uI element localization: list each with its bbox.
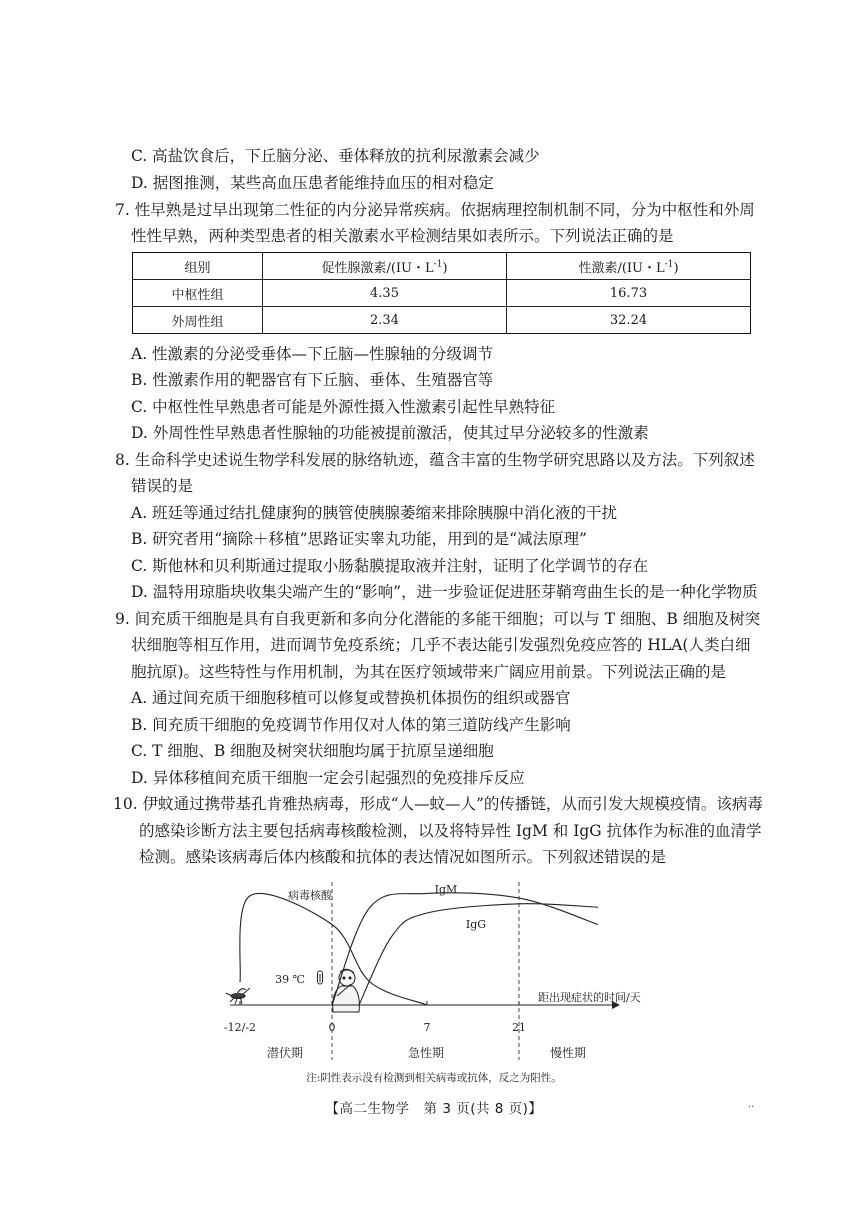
- table-cell: 32.24: [507, 307, 751, 334]
- q8-option-a: A. 班廷等通过结扎健康狗的胰管使胰腺萎缩来排除胰腺中消化液的干扰: [131, 504, 618, 522]
- q9-option-a: A. 通过间充质干细胞移植可以修复或替换机体损伤的组织或器官: [131, 689, 571, 707]
- q6-option-d: D. 据图推测，某些高血压患者能维持血压的相对稳定: [131, 174, 494, 192]
- x-tick-label: 0: [328, 1021, 336, 1034]
- table-cell: 4.35: [263, 280, 507, 307]
- table-cell: 外周性组: [133, 307, 263, 334]
- q7-option-d: D. 外周性性早熟患者性腺轴的功能被提前激活，使其过早分泌较多的性激素: [131, 424, 649, 442]
- x-tick-label: 7: [423, 1021, 431, 1034]
- q9-stem-cont-2: 胞抗原)。这些特性与作用机制，为其在医疗领域带来广阔应用前景。下列说法正确的是: [131, 663, 727, 681]
- phase-label: 潜伏期: [266, 1046, 304, 1060]
- mosquito-icon: [226, 988, 250, 1004]
- q10-stem-cont-2: 检测。感染该病毒后体内核酸和抗体的表达情况如图所示。下列叙述错误的是: [139, 848, 667, 866]
- q10-stem-cont-1: 的感染诊断方法主要包括病毒核酸检测，以及将特异性 IgM 和 IgG 抗体作为标准的血清学: [139, 822, 762, 840]
- chart-plot-layer: [224, 882, 641, 1084]
- header-sex-hormone: 性激素/(IU・$L^{-1}$): [507, 253, 751, 280]
- q7-option-c: C. 中枢性性早熟患者可能是外源性摄入性激素引起性早熟特征: [131, 398, 556, 416]
- q8-option-d: D. 温特用琼脂块收集尖端产生的“影响”，进一步验证促进胚芽鞘弯曲生长的是一种化学物质: [131, 583, 758, 601]
- q7-stem: 7. 性早熟是过早出现第二性征的内分泌异常疾病。依据病理控制机制不同，分为中枢性和外周: [115, 201, 755, 219]
- x-tick-label: 21: [512, 1021, 526, 1034]
- q8-option-c: C. 斯他林和贝利斯通过提取小肠黏膜提取液并注射，证明了化学调节的存在: [131, 557, 649, 575]
- table-cell: 中枢性组: [133, 280, 263, 307]
- series-line-1: [332, 893, 598, 1005]
- q6-option-c: C. 高盐饮食后，下丘脑分泌、垂体释放的抗利尿激素会减少: [131, 147, 540, 165]
- q9-option-c: C. T 细胞、B 细胞及树突状细胞均属于抗原呈递细胞: [131, 742, 494, 760]
- q8-stem-cont: 错误的是: [131, 477, 194, 495]
- x-axis-label: 距出现症状的时间/天: [538, 991, 641, 1004]
- q8-stem: 8. 生命科学史述说生物学科发展的脉络轨迹，蕴含丰富的生物学研究思路以及方法。下列叙述: [115, 451, 755, 469]
- series-label: 病毒核酸: [288, 889, 332, 902]
- q9-stem-cont-1: 状细胞等相互作用，进而调节免疫系统；几乎不表达能引发强烈免疫应答的 HLA(人类白细: [131, 636, 751, 654]
- page-footer: 【高二生物学 第 3 页(共 8 页)】: [325, 1101, 543, 1117]
- thermometer-icon: [318, 971, 323, 984]
- table-cell: 16.73: [507, 280, 751, 307]
- series-label: IgG: [465, 918, 487, 931]
- series-line-0: [240, 894, 427, 1005]
- x-tick-label: -12/-2: [223, 1021, 257, 1034]
- header-group: 组别: [133, 253, 263, 280]
- q10-stem: 10. 伊蚊通过携带基孔肯雅热病毒，形成“人—蚊—人”的传播链，从而引发大规模疫情。该病毒: [113, 795, 763, 813]
- q7-option-b: B. 性激素作用的靶器官有下丘脑、垂体、生殖器官等: [131, 371, 494, 389]
- q9-stem: 9. 间充质干细胞是具有自我更新和多向分化潜能的多能干细胞；可以与 T 细胞、B 细胞及树突: [115, 610, 761, 628]
- table-cell: 2.34: [263, 307, 507, 334]
- series-label: IgM: [434, 883, 458, 896]
- fever-label: 39 ℃: [275, 973, 305, 986]
- corner-mark: ··: [748, 1102, 755, 1113]
- q9-option-d: D. 异体移植间充质干细胞一定会引起强烈的免疫排斥反应: [131, 769, 525, 787]
- q7-stem-cont: 性性早熟，两种类型患者的相关激素水平检测结果如表所示。下列说法正确的是: [131, 227, 674, 245]
- header-gonadotropin: 促性腺激素/(IU・$L^{-1}$): [263, 253, 507, 280]
- chart-note: 注:阴性表示没有检测到相关病毒或抗体，反之为阳性。: [306, 1072, 562, 1084]
- q8-option-b: B. 研究者用“摘除＋移植”思路证实睾丸功能，用到的是“减法原理”: [131, 530, 587, 548]
- phase-label: 急性期: [407, 1046, 445, 1060]
- q9-option-b: B. 间充质干细胞的免疫调节作用仅对人体的第三道防线产生影响: [131, 716, 571, 734]
- phase-label: 慢性期: [549, 1046, 587, 1060]
- q7-option-a: A. 性激素的分泌受垂体—下丘脑—性腺轴的分级调节: [131, 345, 494, 363]
